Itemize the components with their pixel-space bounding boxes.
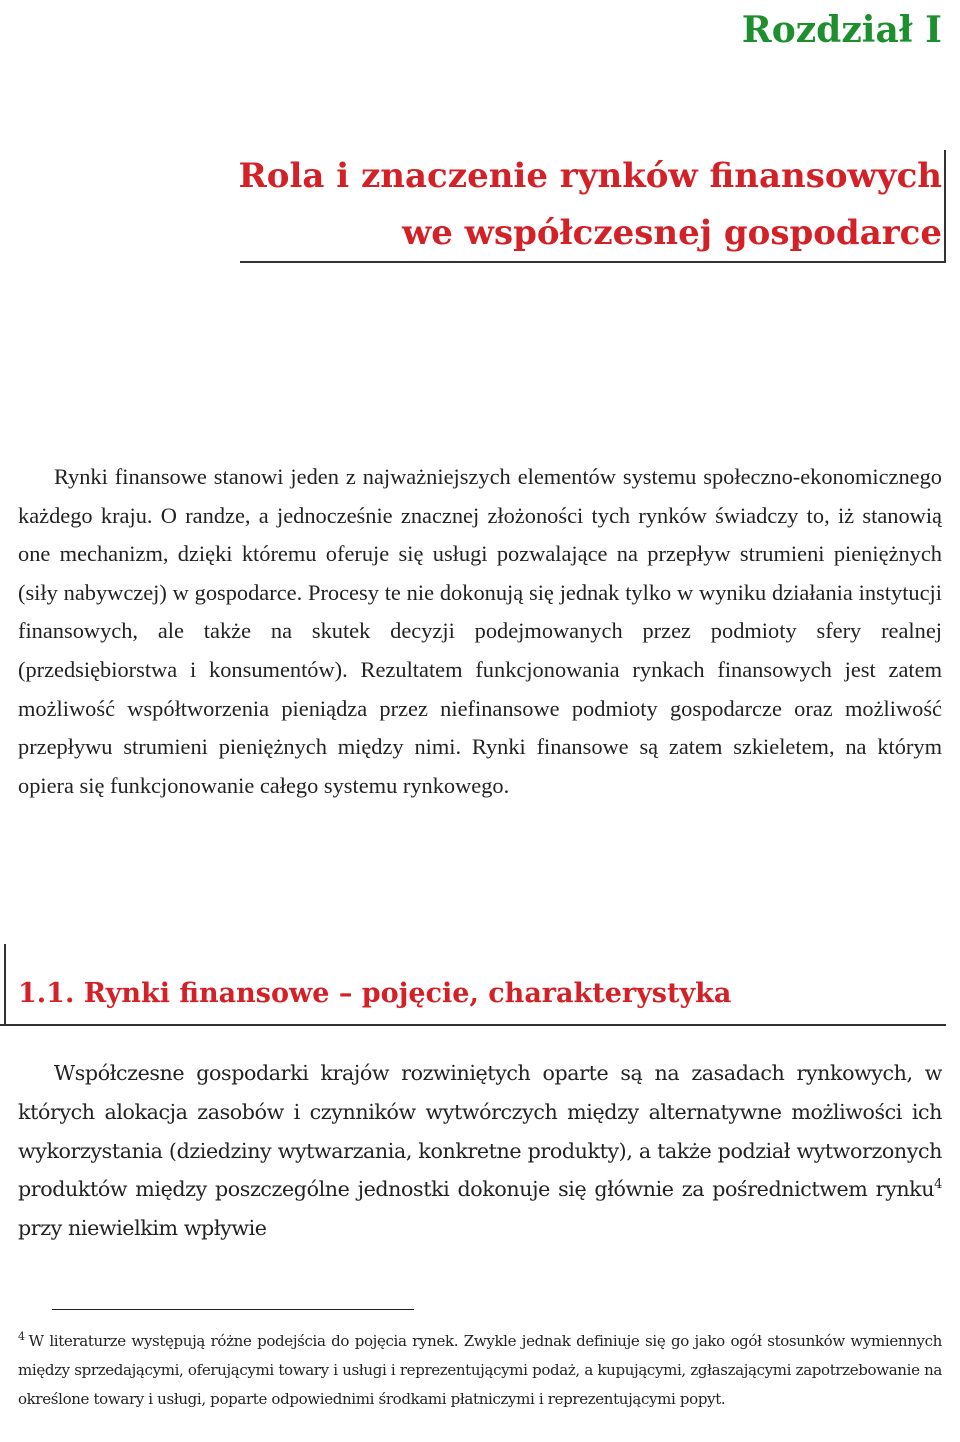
- section-heading-side-rule: [4, 944, 6, 1026]
- footnote-text: W literaturze występują różne podejścia do pojęcia rynek. Zwykle jednak definiuje się go jako ogół stosunków wymiennych między sprzedającymi, oferującymi towary i usługi i reprezentującymi podaż, a kupującymi, zgłaszającymi zapotrzebowanie na określone towary i usługi, poparte odpowiednimi środkami płatniczymi i reprezentującymi popyt.: [18, 1332, 942, 1408]
- footnote: [18, 1327, 942, 1414]
- chapter-title-side-rule: [944, 150, 946, 263]
- chapter-label: Rozdział I: [741, 9, 942, 51]
- chapter-title-underline: [240, 261, 946, 263]
- section-paragraph-text-continued: przy niewielkim wpływie: [18, 1216, 267, 1241]
- section-heading-underline: [0, 1024, 946, 1026]
- footnote-separator: [52, 1309, 414, 1310]
- section-heading: 1.1. Rynki finansowe – pojęcie, charakterystyka: [18, 978, 732, 1009]
- section-paragraph: [18, 1054, 942, 1248]
- chapter-title-line-2: we współczesnej gospodarce: [401, 213, 942, 253]
- footnote-number: 4: [18, 1330, 25, 1343]
- footnote-reference[interactable]: 4: [934, 1177, 942, 1193]
- chapter-title: [42, 148, 942, 262]
- section-paragraph-text: Współczesne gospodarki krajów rozwiniętych oparte są na zasadach rynkowych, w których alokacja zasobów i czynników wytwórczych między alternatywne możliwości ich wykorzystania (dziedziny wytwarzania, konkretne produkty), a także podział wytworzonych produktów między poszczególne jednostki dokonuje się głównie za pośrednictwem rynku: [18, 1061, 942, 1202]
- intro-paragraph: Rynki finansowe stanowi jeden z najważniejszych elementów systemu społeczno-ekonomicznego każdego kraju. O randze, a jednocześnie znacznej złożoności tych rynków świadczy to, iż stanowią one mechanizm, dzięki któremu oferuje się usługi pozwalające na przepływ strumieni pieniężnych (siły nabywczej) w gospodarce. Procesy te nie dokonują się jednak tylko w wyniku działania instytucji finansowych, ale także na skutek decyzji podejmowanych przez podmioty sfery realnej (przedsiębiorstwa i konsumentów). Rezultatem funkcjonowania rynkach finansowych jest zatem możliwość współtworzenia pieniądza przez niefinansowe podmioty gospodarcze oraz możliwość przepływu strumieni pieniężnych między nimi. Rynki finansowe są zatem szkieletem, na którym opiera się funkcjonowanie całego systemu rynkowego.: [18, 464, 942, 798]
- chapter-title-line-1: Rola i znaczenie rynków finansowych: [238, 156, 942, 196]
